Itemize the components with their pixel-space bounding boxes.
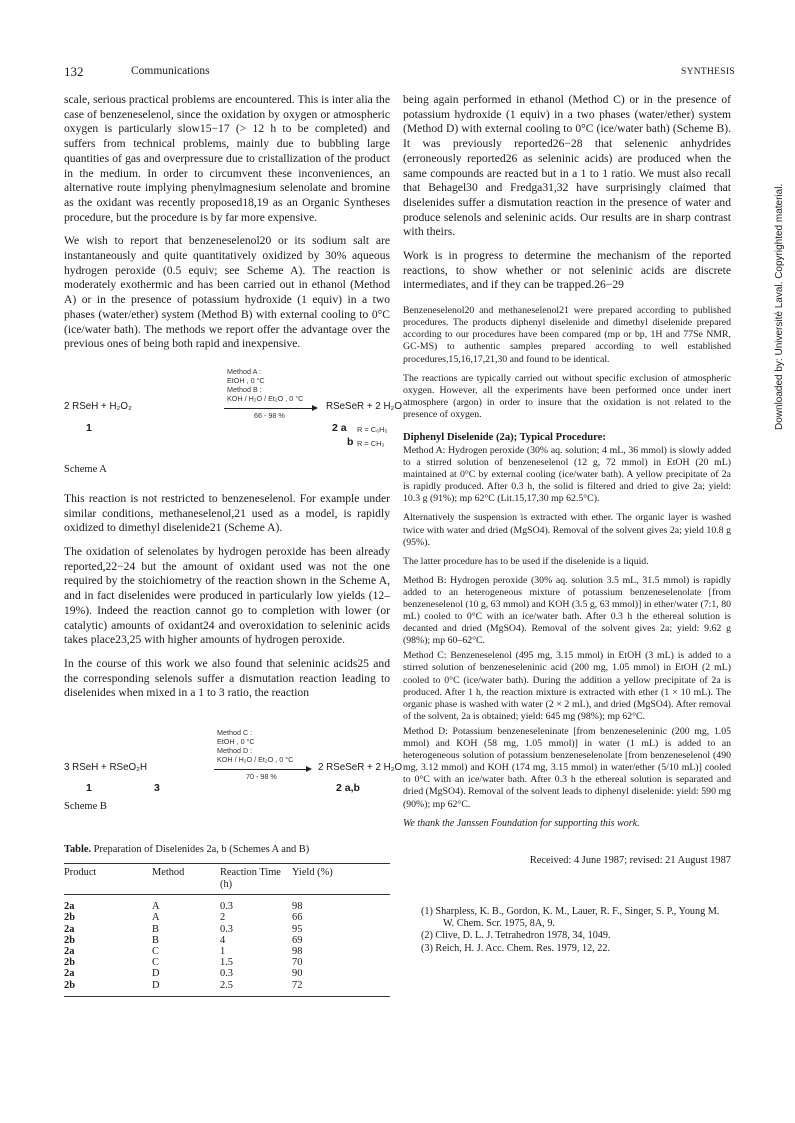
- scheme-a: [64, 364, 402, 464]
- download-notice: Downloaded by: Université Laval. Copyrighted material.: [774, 183, 785, 430]
- reference-item: (1) Sharpless, K. B., Gordon, K. M., Lauer, R. F., Singer, S. P., Young M. W. Chem. Scr. 1975, 8A, 9.: [421, 905, 720, 930]
- cell-time: 2: [220, 912, 226, 924]
- compound-label: b: [347, 435, 354, 448]
- scheme-products: 2 RSeSeR + 2 H₂O: [318, 762, 403, 774]
- cell-time: 4: [220, 934, 226, 946]
- scheme-yield: 66 - 98 %: [254, 410, 285, 420]
- cell-product: 2b: [64, 980, 152, 997]
- cell-product: 2a: [64, 923, 75, 935]
- acknowledgement: We thank the Janssen Foundation for supporting this work.: [403, 817, 640, 829]
- paragraph: This reaction is not restricted to benzeneselenol. For example under similar conditions, methaneselenol,21 used as a model, is rapidly oxidized to dimethyl diselenide21 (Scheme A).: [64, 491, 390, 535]
- scheme-reactants: 3 RSeH + RSeO₂H: [64, 762, 148, 774]
- cell-method: B: [152, 923, 159, 935]
- table-caption: [64, 844, 390, 855]
- reference-item: (3) Reich, H. J. Acc. Chem. Res. 1979, 12, 22.: [421, 942, 611, 954]
- section-title: Communications: [131, 65, 210, 77]
- table-row: [64, 924, 390, 935]
- compound-label: 1: [86, 421, 92, 434]
- journal-name: SYNTHESIS: [681, 67, 735, 77]
- cell-time: 1: [220, 945, 226, 957]
- reference-item: (2) Clive, D. L. J. Tetrahedron 1978, 34, 1049.: [421, 930, 611, 942]
- cell-product: 2b: [64, 912, 75, 924]
- cell-time: 1.5: [220, 957, 233, 969]
- compound-label: 3: [154, 782, 160, 795]
- table-row: [64, 895, 390, 913]
- cell-method: A: [152, 901, 160, 913]
- table-row: [64, 946, 390, 957]
- column-header: Yield (%): [292, 864, 390, 895]
- scheme-caption: Scheme B: [64, 801, 107, 813]
- cell-yield: 95: [292, 923, 303, 935]
- cell-method: C: [152, 945, 159, 957]
- table-row: [64, 980, 390, 997]
- cell-method: D: [152, 968, 160, 980]
- scheme-condition: KOH / H₂O / Et₂O , 0 °C: [227, 393, 304, 403]
- cell-product: 2a: [64, 945, 75, 957]
- cell-yield: 66: [292, 912, 303, 924]
- experimental-paragraph: The reactions are typically carried out without specific exclusion of atmospheric oxygen. However, all the experiments have been performed once under inert atmosphere (argon) in order to insure that the oxidation is not related to the presence of oxygen.: [403, 372, 731, 420]
- compound-label: 2 a,b: [336, 782, 360, 795]
- paragraph: The oxidation of selenolates by hydrogen peroxide has been already reported,22−24 but the amount of oxidant used was not the one required by the stoichiometry of the reaction shown in the Scheme A, and in fact diselenides were produced in particularly low yields (12–19%). Indeed the reaction cannot go to completion with lower (or catalytic) amounts of oxidant24 and overoxidation to seleninic acids takes place23,25 with higher amounts of hydrogen peroxide.: [64, 545, 390, 647]
- cell-method: D: [152, 980, 220, 997]
- compound-label: 2 a: [332, 421, 347, 434]
- cell-product: 2a: [64, 901, 75, 913]
- cell-method: C: [152, 957, 159, 969]
- table-caption-text: Preparation of Diselenides 2a, b (Schemes A and B): [91, 844, 310, 856]
- scheme-condition: EtOH , 0 °C: [227, 375, 265, 385]
- experimental-paragraph: Alternatively the suspension is extracted with ether. The organic layer is washed twice with water and dried (MgSO4). Removal of the solvent gives 2a; yield 10.8 g (95%).: [403, 512, 731, 548]
- scheme-yield: 70 - 98 %: [246, 772, 277, 782]
- cell-yield: 90: [292, 968, 303, 980]
- cell-method: A: [152, 912, 160, 924]
- procedure-method-d: Method D: Potassium benzeneseleninate [from benzeneseleninic (200 mg, 1.05 mmol) and KOH (58 mg, 1.05 mmol)] in water (1 mL) is added to an heterogeneous solution of potassium benzeneselenolate [from benzeneselenol (490 mg, 3.12 mmol) and KOH (174 mg, 3.15 mmol) in water/ether (5/10 mL)] cooled to 0°C with an ice/water bath. After 0.3 h the ethereal solution is separated and dried (MgSO4). Removal of the solvent leads to diphenyl diselenide: yield: 590 mg (90%); mp 62°C.: [403, 725, 731, 810]
- cell-product: 2b: [64, 934, 75, 946]
- procedure-method-c: Method C: Benzeneselenol (495 mg, 3.15 mmol) in EtOH (3 mL) is added to a stirred solution of benzeneseleninic acid (200 mg, 1.05 mmol) in EtOH (2 mL) cooled to 0°C (ice/water bath). During the addition a yellow precipitate of 2a is produced. After 1 h, the reaction mixture is extracted with ether (1 × 10 mL). The organic phase is washed with water (2 × 2 mL), and dried (MgSO4). After removal of the solvent, 2a is obtained; yield: 645 mg (98%); mp 62°C.: [403, 650, 731, 722]
- paragraph: In the course of this work we also found that seleninic acids25 and the corresponding selenols suffer a dismutation reaction leading to diselenides when mixed in a 1 to 3 ratio, the reaction: [64, 656, 390, 700]
- scheme-caption: Scheme A: [64, 463, 107, 475]
- column-header: Reaction Time (h): [220, 864, 292, 895]
- cell-yield: 69: [292, 934, 303, 946]
- paragraph: Work is in progress to determine the mechanism of the reported reactions, to show whether or not seleninic acids are discrete intermediates, and if they can be trapped.26−29: [403, 249, 731, 292]
- cell-method: B: [152, 934, 159, 946]
- table-row: [64, 968, 390, 979]
- left-column: [64, 93, 403, 997]
- scheme-reactants: 2 RSeH + H₂O₂: [64, 400, 132, 412]
- procedure-method-b: Method B: Hydrogen peroxide (30% aq. solution 3.5 mL, 31.5 mmol) is rapidly added to an heterogeneous mixture of potassium benzeneselenolate [from benzeneselenol (10 g, 63 mmol) and KOH (3.5 g, 63 mmol)] in ether/water (7:1, 80 mL) cooled to 0°C with an ice/water bath. After 0.3 h the ethereal solution is decanted and dried (MgSO4). Removal of the solvent gives 2a; yield: 9.62 g (98%); mp 60–62°C.: [403, 574, 731, 647]
- right-column: [403, 93, 731, 955]
- cell-yield: 98: [292, 901, 303, 913]
- experimental-paragraph: The latter procedure has to be used if the diselenide is a liquid.: [403, 555, 649, 567]
- table-row: [64, 957, 390, 968]
- cell-time: 0.3: [220, 901, 233, 913]
- compound-label: 1: [86, 782, 92, 795]
- paragraph: scale, serious practical problems are encountered. This is inter alia the case of benzeneselenol, since the oxidation by oxygen or atmospheric oxygen is particularly slow15−17 (> 12 h to be completed) and suffers from technical problems, mainly due to bubbling large quantities of gas and overpressure due to cristallization of the product in the medium. In order to circumvent these inconveniences, an alternative route implying phenylmagnesium selenolate and bromine as the oxidant was recently proposed18,19 as an Organic Syntheses procedure, but the procedure is by far more expensive.: [64, 93, 390, 224]
- scheme-condition: KOH / H₂O / Et₂O , 0 °C: [217, 755, 294, 765]
- column-header: Product: [64, 864, 152, 895]
- scheme-products: RSeSeR + 2 H₂O: [326, 400, 402, 412]
- cell-yield: 98: [292, 945, 303, 957]
- cell-yield: 70: [292, 957, 303, 969]
- paragraph: being again performed in ethanol (Method C) or in the presence of potassium hydroxide (1 equiv) in a two phases (water/ether) system (Method D) with external cooling to 0°C (ice/water bath) (Scheme B). It was previously reported26−28 that selenenic anhydrides (erroneously reported26 as seleninic acids) are produced when the same compounds are reacted but in a 1 to 1 ratio. We must also recall that Behagel30 and Fredga31,32 have surprisingly claimed that diselenides suffer a dismutation reaction in the presence of water and produce selenols and seleninic acids. Our results are in sharp contrast with theirs.: [403, 93, 731, 239]
- scheme-condition: Method A :: [227, 366, 261, 376]
- substituent: R = CH₃: [357, 438, 385, 448]
- table-row: [64, 935, 390, 946]
- table-row: [64, 912, 390, 923]
- experimental-paragraph: Benzeneselenol20 and methaneselenol21 were prepared according to published procedures. The products diphenyl diselenide and dimethyl diselenide prepared according to our procedures have been compared (mp or bp, 1H and 77Se NMR, GC-MS) to authentic samples prepared according to well established procedures,15,16,17,21,30 and found to be identical.: [403, 305, 731, 365]
- reaction-arrow: [224, 408, 316, 409]
- procedure-method-a: Method A: Hydrogen peroxide (30% aq. solution; 4 mL, 36 mmol) is slowly added to a stirred solution of benzeneselenol (12 g, 72 mmol) in EtOH (20 mL) maintained at 0°C by external cooling (ice/water bath). A yellow precipitate of 2a is rapidly produced. After 0.3 h, the solid is filtered and dried to give 2a; yield: 10.3 g (91%); mp 62°C (Lit.15,17,30 mp 62.5°C).: [403, 444, 731, 505]
- table-header-row: [64, 864, 390, 895]
- reaction-arrow: [214, 769, 310, 770]
- scheme-condition: Method D :: [217, 746, 253, 756]
- table-caption-label: Table.: [64, 844, 92, 856]
- substituent: R = C₆H₅: [357, 424, 388, 434]
- cell-product: 2b: [64, 957, 75, 969]
- procedure-title: Diphenyl Diselenide (2a); Typical Procedure:: [403, 431, 606, 443]
- paragraph: We wish to report that benzeneselenol20 or its sodium salt are instantaneously and quite quantitatively oxidized by 30% aqueous hydrogen peroxide (0.5 equiv; see Scheme A). The reaction is moderately exothermic and has been carried out in ethanol (Method A) or in the presence of potassium hydroxide (1 equiv) in a two phases (water/ether) system (Method B) with external cooling to 0°C (ice/water bath). The methods we report offer the advantage over the previous ones of being both rapid and inexpensive.: [64, 234, 390, 351]
- column-header: Method: [152, 864, 220, 895]
- cell-time: 0.3: [220, 968, 233, 980]
- cell-time: 0.3: [220, 923, 233, 935]
- reference-list: [403, 906, 731, 956]
- cell-product: 2a: [64, 968, 75, 980]
- cell-time: 2.5: [220, 980, 292, 997]
- page-number: 132: [64, 64, 84, 79]
- scheme-condition: Method C :: [217, 728, 253, 738]
- received-dates: Received: 4 June 1987; revised: 21 August 1987: [529, 854, 731, 866]
- scheme-condition: Method B :: [227, 384, 262, 394]
- yield-table: [64, 863, 390, 997]
- cell-yield: 72: [292, 980, 390, 997]
- scheme-b: [64, 728, 403, 797]
- scheme-condition: EtOH , 0 °C: [217, 737, 255, 747]
